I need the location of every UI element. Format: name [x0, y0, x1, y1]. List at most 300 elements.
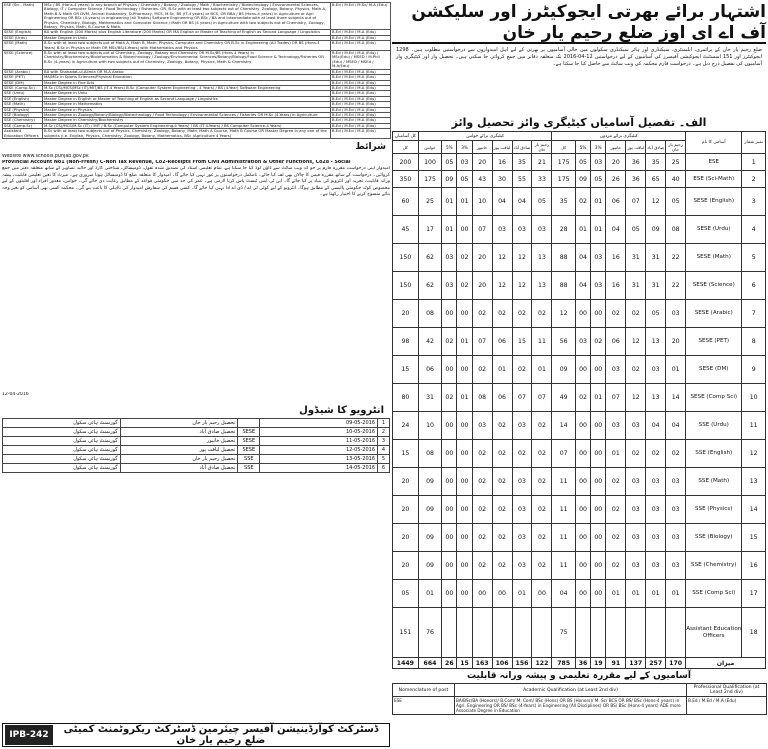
vacancy-total-cell: 36 — [575, 658, 590, 669]
schedule-number: 5 — [378, 454, 390, 463]
vacancy-total-cell: 163 — [472, 658, 492, 669]
vacancy-cell: 31 — [646, 244, 666, 272]
vacancy-cell: 35 — [512, 154, 532, 171]
qualification-academic: Master Degree in Urdu — [43, 35, 331, 40]
vacancy-cell: 03 — [591, 244, 606, 272]
vacancy-cell — [646, 608, 666, 658]
vacancy-cell: 03 — [646, 552, 666, 580]
vacancy-cell: 00 — [575, 468, 590, 496]
conditions-heading: شرائط — [355, 141, 386, 152]
vacancy-cell: 04 — [512, 188, 532, 216]
vacancy-cell: 01 — [606, 580, 626, 608]
qualification-professional: B.Ed / M.Ed / M.A (Edu) — [331, 80, 391, 85]
qualification-post: SSE (English) — [3, 96, 43, 101]
vacancy-cell: 01 — [442, 188, 457, 216]
vacancy-cell: 17 — [418, 216, 441, 244]
vacancy-column-header: لیاقت پور — [492, 141, 512, 154]
schedule-date: 11-05-2016 — [260, 436, 378, 445]
vacancy-cell: 12 — [512, 244, 532, 272]
vacancy-cell: 04 — [575, 244, 590, 272]
vacancy-row — [393, 300, 766, 328]
vacancy-cell: 20 — [393, 552, 419, 580]
vacancy-cell: 07 — [606, 384, 626, 412]
vacancy-cell: 75 — [552, 608, 575, 658]
vacancy-total-cell: 785 — [552, 658, 575, 669]
qualification-professional: B.Ed / M.Ed / M.A (Edu) — [331, 85, 391, 90]
vacancy-cell: 00 — [442, 440, 457, 468]
vacancy-cell: 150 — [393, 272, 419, 300]
vacancy-cell: 01 — [457, 384, 472, 412]
grp-serial: نمبر شمار — [742, 132, 766, 154]
qualification-academic: MA/MSc in Sports Sciences/Physical Education — [43, 75, 331, 80]
schedule-number: 6 — [378, 463, 390, 472]
vacancy-cell: 20 — [666, 328, 686, 356]
vacancy-cell: 00 — [457, 580, 472, 608]
vacancy-cell: 11 — [552, 468, 575, 496]
vacancy-column-header: 5% — [442, 141, 457, 154]
vacancy-cell: 02 — [472, 552, 492, 580]
vacancy-cell: 00 — [457, 524, 472, 552]
grp-post: آسامی کا نام — [686, 132, 742, 154]
vacancy-cell: 56 — [552, 328, 575, 356]
vacancy-cell: 02 — [646, 440, 666, 468]
vacancy-cell: 03 — [666, 300, 686, 328]
qualification-row — [3, 96, 391, 101]
qualification-professional: B.Ed / M.Ed / M.A (Edu) — [331, 118, 391, 123]
vacancy-cell: 40 — [666, 171, 686, 188]
vacancy-cell: 02 — [606, 300, 626, 328]
vacancy-column-header: صادق آباد — [512, 141, 532, 154]
vacancy-cell: 00 — [442, 468, 457, 496]
vacancy-cell: 07 — [552, 440, 575, 468]
vacancy-column-header: خواتین — [418, 141, 441, 154]
qualification-table — [2, 2, 391, 139]
vacancy-cell: 31 — [418, 384, 441, 412]
vacancy-cell: 05 — [532, 188, 552, 216]
qualification-professional: B.Ed / M.Ed / M.A (Edu) — [331, 69, 391, 74]
vacancy-cell: 02 — [492, 468, 512, 496]
qualification-row — [3, 30, 391, 35]
vacancy-cell: 00 — [442, 552, 457, 580]
vacancy-cell: 02 — [626, 440, 646, 468]
vacancy-cell: 76 — [418, 608, 441, 658]
vacancy-serial: 15 — [742, 524, 766, 552]
qualification-professional: B.Ed / M.Ed / M.A (Edu) — [331, 107, 391, 112]
vacancy-serial: 13 — [742, 468, 766, 496]
vacancy-cell: 350 — [393, 171, 419, 188]
vacancy-cell: 00 — [575, 552, 590, 580]
vacancy-cell: 14 — [552, 412, 575, 440]
right-column — [392, 2, 766, 747]
qualification-professional: B.Ed / M.Ed / M.A (Edu) — [331, 75, 391, 80]
schedule-post: تحصیل صادق آباد — [120, 427, 238, 436]
vacancy-cell: 14 — [666, 384, 686, 412]
vacancy-cell: 01 — [606, 440, 626, 468]
vacancy-serial: 1 — [742, 154, 766, 171]
vacancy-cell: 00 — [575, 580, 590, 608]
vacancy-serial: 3 — [742, 188, 766, 216]
vacancy-cell: 00 — [457, 300, 472, 328]
vacancy-cell: 03 — [492, 216, 512, 244]
vacancy-column-header: خانپور — [472, 141, 492, 154]
qualification-professional: B.Ed / M.Ed / M.Sc/ M.A (Edu) — [331, 3, 391, 30]
vacancy-column-header: کل — [552, 141, 575, 154]
qualification-academic: Master Degree in Physics — [43, 107, 331, 112]
vacancy-cell: 03 — [575, 328, 590, 356]
vacancy-cell: 30 — [492, 171, 512, 188]
summary-post: ESE — [393, 697, 455, 715]
qualification-professional: B.Ed / M.Ed / M.A (Edu) — [331, 41, 391, 51]
vacancy-cell: 36 — [626, 171, 646, 188]
vacancy-post-name: ESE (Sci-Math) — [686, 171, 742, 188]
vacancy-cell: 00 — [591, 468, 606, 496]
vacancy-column-header: 3% — [457, 141, 472, 154]
vacancy-row — [393, 468, 766, 496]
qualification-academic: B.Sc with at least two subjects out of Physics, Chemistry, Zoology, Botany, Math, Math A Course, Math B Course OR Master Degree in any one of the subjects (i.e. English, Physics, Chemistry, Zoology, Botany, Mathematics, BSc (Agriculture 4 Years) — [43, 129, 331, 139]
vacancy-cell: 13 — [532, 272, 552, 300]
vacancy-cell: 04 — [575, 272, 590, 300]
vacancy-cell: 00 — [457, 412, 472, 440]
vacancy-serial: 18 — [742, 608, 766, 658]
vacancy-cell: 62 — [418, 244, 441, 272]
vacancy-row — [393, 171, 766, 188]
vacancy-cell: 02 — [606, 496, 626, 524]
vacancy-cell: 07 — [472, 216, 492, 244]
schedule-title: انٹرویو کا شیڈول — [299, 404, 384, 416]
vacancy-cell: 02 — [532, 440, 552, 468]
vacancy-cell — [606, 608, 626, 658]
qualification-academic: M.Sc (CS)/MCS/MSc (IT)/MIT/BS (IT-4 Years) B.Sc (Computer System Engineering - 4 Years) / BS (4-Year) Software Engineering — [43, 85, 331, 90]
vacancy-cell: 00 — [457, 216, 472, 244]
vacancy-serial: 8 — [742, 328, 766, 356]
vacancy-column-header: رحیم یار خان — [532, 141, 552, 154]
schedule-post: تحصیل لیاقت پور — [120, 445, 238, 454]
qualification-post: SESE (DM) — [3, 80, 43, 85]
vacancy-cell: 03 — [646, 468, 666, 496]
schedule-row — [3, 463, 390, 472]
summary-header-post: Nomenclature of post — [393, 684, 455, 697]
schedule-post: تحصیل رحیم یار خان — [120, 454, 238, 463]
vacancy-post-name: SSE (Urdu) — [686, 412, 742, 440]
qualification-post: SESE (PET) — [3, 75, 43, 80]
grp-female: کیٹیگری برائے خواتین — [418, 132, 552, 141]
schedule-place: گورنمنٹ ہائی سکول — [3, 436, 121, 445]
schedule-table — [2, 418, 390, 473]
vacancy-cell: 12 — [626, 328, 646, 356]
vacancy-cell: 03 — [646, 356, 666, 384]
vacancy-serial: 12 — [742, 440, 766, 468]
vacancy-cell: 01 — [442, 216, 457, 244]
vacancy-cell: 01 — [591, 384, 606, 412]
vacancy-cell: 09 — [418, 552, 441, 580]
vacancy-cell: 03 — [666, 496, 686, 524]
schedule-post: تحصیل خانپور — [120, 436, 238, 445]
vacancy-cell: 05 — [575, 154, 590, 171]
vacancy-serial: 11 — [742, 412, 766, 440]
vacancy-cell: 02 — [472, 356, 492, 384]
vacancy-total-cell: 170 — [666, 658, 686, 669]
vacancy-cell: 11 — [552, 496, 575, 524]
vacancy-cell: 03 — [591, 154, 606, 171]
vacancy-cell: 02 — [472, 496, 492, 524]
schedule-place: گورنمنٹ ہائی سکول — [3, 427, 121, 436]
vacancy-cell: 02 — [472, 440, 492, 468]
schedule-tag: SSE — [238, 454, 260, 463]
vacancy-serial: 14 — [742, 496, 766, 524]
vacancy-cell: 05 — [393, 580, 419, 608]
vacancy-cell: 02 — [512, 356, 532, 384]
vacancy-post-name: SSE (Comp Sci) — [686, 580, 742, 608]
vacancy-post-name: ESE — [686, 154, 742, 171]
qualification-row — [3, 41, 391, 51]
vacancy-cell: 02 — [575, 384, 590, 412]
vacancy-cell: 20 — [393, 300, 419, 328]
vacancy-cell: 01 — [457, 328, 472, 356]
schedule-date: 12-05-2016 — [260, 445, 378, 454]
summary-header-professional: Professional Qualification (at Least 2nd div) — [687, 684, 767, 697]
vacancy-cell: 02 — [532, 412, 552, 440]
vacancy-post-name: SESE (PET) — [686, 328, 742, 356]
vacancy-cell: 02 — [532, 524, 552, 552]
vacancy-cell: 175 — [552, 154, 575, 171]
vacancy-total-cell: 15 — [457, 658, 472, 669]
qualification-post: SSE (Urdu) — [3, 91, 43, 96]
vacancy-cell: 03 — [606, 412, 626, 440]
qualification-row — [3, 129, 391, 139]
qualification-academic: BA with Shahadat-ul-Alimia OR M.A Arabic — [43, 69, 331, 74]
vacancy-cell: 02 — [532, 552, 552, 580]
vacancy-cell: 00 — [575, 524, 590, 552]
vacancy-cell: 09 — [575, 171, 590, 188]
vacancy-cell: 60 — [393, 188, 419, 216]
vacancy-row — [393, 244, 766, 272]
vacancy-cell: 11 — [552, 524, 575, 552]
qualification-academic: BA with English (200 Marks) plus English Literature (200 Marks) OR MA English or Master of Teaching of English as Second Language / Linguistics — [43, 30, 331, 35]
qualification-academic: Master Degree in English or Master of Teaching of English as Second Language / Linguistics — [43, 96, 331, 101]
vacancy-cell: 02 — [492, 552, 512, 580]
vacancy-cell — [532, 608, 552, 658]
qualification-post: SSE (Biology) — [3, 112, 43, 117]
vacancy-cell: 02 — [512, 300, 532, 328]
vacancy-total-row — [393, 658, 766, 669]
vacancy-cell: 07 — [626, 188, 646, 216]
vacancy-cell: 01 — [666, 580, 686, 608]
qualification-professional: B.Ed / M.Ed / M.A (Edu) — [331, 112, 391, 117]
vacancy-cell: 06 — [492, 384, 512, 412]
vacancy-cell: 20 — [393, 496, 419, 524]
vacancy-cell: 09 — [442, 171, 457, 188]
vacancy-cell: 13 — [646, 384, 666, 412]
vacancy-cell: 00 — [442, 356, 457, 384]
vacancy-cell: 01 — [457, 188, 472, 216]
vacancy-cell: 03 — [457, 154, 472, 171]
vacancy-cell: 11 — [532, 328, 552, 356]
vacancy-cell: 12 — [492, 244, 512, 272]
vacancy-cell: 02 — [532, 496, 552, 524]
vacancy-serial: 10 — [742, 384, 766, 412]
vacancy-column-header: رحیم یار خان — [666, 141, 686, 154]
qualification-post: SSE (Chemistry) — [3, 118, 43, 123]
vacancy-cell: 02 — [492, 496, 512, 524]
schedule-date: 09-05-2016 — [260, 418, 378, 427]
vacancy-cell: 00 — [457, 440, 472, 468]
vacancy-cell: 07 — [532, 384, 552, 412]
vacancy-cell: 08 — [666, 216, 686, 244]
vacancy-cell: 12 — [492, 272, 512, 300]
qualification-row — [3, 112, 391, 117]
vacancy-cell: 12 — [552, 300, 575, 328]
vacancy-serial: 2 — [742, 171, 766, 188]
vacancy-column-header: 5% — [575, 141, 590, 154]
vacancy-cell: 00 — [457, 356, 472, 384]
left-column — [2, 2, 390, 747]
schedule-date: 13-05-2016 — [260, 454, 378, 463]
vacancy-cell: 20 — [472, 154, 492, 171]
vacancy-post-name: SSE (Math) — [686, 468, 742, 496]
vacancy-cell: 02 — [472, 300, 492, 328]
qualification-post: SESE (Urdu) — [3, 35, 43, 40]
vacancy-cell: 01 — [492, 356, 512, 384]
qualification-row — [3, 51, 391, 70]
vacancy-cell: 00 — [442, 524, 457, 552]
qualification-post: SESE (Comp-Sc) — [3, 85, 43, 90]
vacancy-serial: 7 — [742, 300, 766, 328]
title-box — [392, 2, 766, 44]
vacancy-cell: 06 — [492, 328, 512, 356]
vacancy-post-name: SESE (Science) — [686, 272, 742, 300]
vacancy-cell: 151 — [393, 608, 419, 658]
vacancy-cell: 05 — [666, 188, 686, 216]
vacancy-post-name: SESE (Urdu) — [686, 216, 742, 244]
vacancy-cell: 00 — [591, 524, 606, 552]
vacancy-cell: 02 — [442, 328, 457, 356]
intro-text: ضلع رحیم یار خان کے پرائمری، ایلیمنٹری، سیکنڈری اور ہائر سیکنڈری سکولوں میں خالی آسامیوں پر بھرتی کے لیے اہل امیدواروں سے درخواستیں مطلوب ہیں۔ 1298 ایجوکیٹرز اور 151 اسسٹنٹ ایجوکیشن آفیسرز کی آسامیوں کے لیے درخواستیں 12-04-2016 تک متعلقہ دفاتر میں جمع کروائی جا سکتی ہیں۔ تحصیل وار اور کیٹیگری وار آسامیوں کی تفصیل درج ذیل ہے۔ درخواست فارم محکمہ کی ویب سائٹ سے حاصل کیا جا سکتا ہے۔ — [396, 47, 762, 68]
vacancy-cell: 80 — [393, 384, 419, 412]
vacancy-cell: 04 — [492, 188, 512, 216]
vacancy-cell — [626, 608, 646, 658]
vacancy-cell: 31 — [646, 272, 666, 300]
summary-academic: BA/BSc/BA (Honors)/ B.Com/ M. Com/ BSc (Hons) OR BS (Honors)/ M. Sc/ BCS OR BS/ BSc (Hons-4 years) in Agri. Engineering OR BS/ BSc (4-Years) in Engineering (All Disciplines) OR BS/ BSc (Hons-4 years) ADE more Associate Degree in Education — [455, 697, 687, 715]
qualification-row — [3, 123, 391, 128]
vacancy-cell: 08 — [472, 384, 492, 412]
vacancy-total-cell: 106 — [492, 658, 512, 669]
vacancy-total-cell: 156 — [512, 658, 532, 669]
vacancy-cell: 02 — [575, 188, 590, 216]
vacancy-cell: 09 — [418, 524, 441, 552]
qualification-post: Assistant Education Officers — [3, 129, 43, 139]
vacancy-column-header: لیاقت پور — [626, 141, 646, 154]
vacancy-cell: 16 — [606, 272, 626, 300]
qualification-academic: M.Sc (CS)/MCS/M.Sc (IT) / MIT / B.Sc (Computer System Engineering-4 Years) / BS (IT 4-Years) / BS Computer Science-4 Years) — [43, 123, 331, 128]
vacancy-cell: 09 — [418, 496, 441, 524]
vacancy-cell — [575, 608, 590, 658]
vacancy-row — [393, 608, 766, 658]
schedule-tag: SSE — [238, 463, 260, 472]
schedule-place: گورنمنٹ ہائی سکول — [3, 463, 121, 472]
vacancy-cell: 24 — [393, 412, 419, 440]
qualification-post: SSE (Physics) — [3, 107, 43, 112]
qualification-academic: MSc / BS (Hons-4 years) in any branch of Physics / Chemistry / Botany / Zoology / Math / Biochemistry / Biotechnology / Environmental Sciences, Biology, IT / Computer Science / Food Technology / Fisheries. OR, B.Sc with at least two subjects out of Chemistry, Zoology, Botany, Physics, Math-A, Math-B & Math OR DVM, Animal Husbandry, D-Pharmacy, MCS, M.Sc, BS (IT-4 years) or BCS, OR BBA / BS (Hons-4 years) in Agriculture or Agri Engineering OR BSc (4-years) in engineering (all Trades) Software Engineering OR BSc / BA and Intermediate with at least three subjects out of Physics, Chemistry, Biology, Mathematics and Computer Science / Math OR BS (4 years) in Agriculture with two subjects out of Chemistry, Zoology, Botany, Physics, Math, B.Course & Math. — [43, 3, 331, 30]
vacancy-cell: 00 — [457, 496, 472, 524]
vacancy-cell: 05 — [646, 300, 666, 328]
vacancy-cell: 03 — [666, 524, 686, 552]
qualification-academic: B.Sc with at least two subjects out of Math A, Math B, Math, Physics, Computer and Chemistry OR B.Sc in Engineering (All Trades) OR BS (Hons-4 Years) B.Sc in Physics or Math OR MSc/BS(4-Years) with Mathematics and Physics — [43, 41, 331, 51]
vacancy-row — [393, 524, 766, 552]
conditions-text: امیدوار اپنی درخواست مقررہ فارم پر جو کہ ویب سائٹ سے ڈاؤن لوڈ کیا جا سکتا ہے، تمام تعلیمی اسناد کی تصدیق شدہ نقول، ڈومیسائل، شناختی کارڈ اور حالیہ تصاویر کے ساتھ متعلقہ دفتر میں جمع کروائیں۔ درخواست کے ساتھ مقررہ فیس کا چالان بھی لف کیا جائے۔ نامکمل درخواستوں پر غور نہیں کیا جائے گا۔ امیدوار کا متعلقہ ضلع کا ڈومیسائل ہونا ضروری ہے۔ میرٹ کا تعین تعلیمی قابلیت، پیشہ ورانہ قابلیت، تجربہ اور انٹرویو کی بنیاد پر کیا جائے گا۔ این ٹی ایس ٹیسٹ پاس کرنا لازمی ہے۔ عمر کی حد میں حکومتی قواعد کے مطابق رعایت دی جائے گی۔ خواتین، معذور افراد اور اقلیتوں کے لیے مخصوص کوٹہ حکومتی پالیسی کے مطابق ہوگا۔ انٹرویو کے لیے کوئی ٹی اے / ڈی اے ادا نہیں کیا جائے گا۔ کسی قسم کی سفارش امیدوار کی نااہلی کا باعث بنے گی۔ محکمہ کسی بھی آسامی کو بغیر وجہ بتائے منسوخ کرنے کا اختیار رکھتا ہے۔ — [2, 165, 390, 198]
vacancy-cell: 25 — [666, 154, 686, 171]
qualification-professional: B.Ed / M.Ed / M.A (Edu) — [331, 123, 391, 128]
vacancy-cell: 03 — [532, 216, 552, 244]
vacancy-post-name: SESE (DM) — [686, 356, 742, 384]
vacancy-cell: 15 — [393, 440, 419, 468]
vacancy-cell: 10 — [418, 412, 441, 440]
vacancy-total-cell: 91 — [606, 658, 626, 669]
vacancy-cell: 00 — [575, 300, 590, 328]
qualification-summary-table — [392, 683, 767, 715]
vacancy-cell: 02 — [606, 524, 626, 552]
vacancy-cell: 03 — [646, 524, 666, 552]
website-line: Website www.schools.punjab.gov.pk — [2, 153, 89, 159]
qualification-professional: B.Ed / M.Ed / M.A (Edu) — [331, 129, 391, 139]
vacancy-cell: 175 — [552, 171, 575, 188]
vacancy-row — [393, 328, 766, 356]
qualification-academic: Master Degree in Chemistry/Biochemistry — [43, 118, 331, 123]
schedule-tag — [238, 418, 260, 427]
vacancy-total-cell: 19 — [591, 658, 606, 669]
vacancy-total-cell: 1449 — [393, 658, 419, 669]
vacancy-post-name: SSE (Biology) — [686, 524, 742, 552]
vacancy-cell — [472, 608, 492, 658]
vacancy-cell: 04 — [552, 580, 575, 608]
vacancy-cell: 03 — [472, 412, 492, 440]
vacancy-serial: 9 — [742, 356, 766, 384]
vacancy-column-header: خانپور — [606, 141, 626, 154]
vacancy-cell: 02 — [442, 384, 457, 412]
vacancy-cell: 16 — [606, 244, 626, 272]
vacancy-cell: 01 — [512, 580, 532, 608]
vacancy-post-name: Assistant Education Officers — [686, 608, 742, 658]
grp-male: کیٹیگری برائے مردوں — [552, 132, 686, 141]
vacancy-cell: 42 — [418, 328, 441, 356]
vacancy-cell: 02 — [591, 328, 606, 356]
vacancy-row — [393, 580, 766, 608]
schedule-date: 10-05-2016 — [260, 427, 378, 436]
conditions-date: 12-04-2016 — [2, 391, 29, 397]
vacancy-cell: 00 — [591, 440, 606, 468]
vacancy-cell: 06 — [606, 188, 626, 216]
vacancy-cell: 150 — [393, 244, 419, 272]
vacancy-cell: 15 — [393, 356, 419, 384]
vacancy-cell: 02 — [606, 468, 626, 496]
vacancy-cell: 00 — [457, 468, 472, 496]
vacancy-cell: 03 — [626, 496, 646, 524]
vacancy-row — [393, 440, 766, 468]
schedule-tag: SESE — [238, 427, 260, 436]
vacancy-serial: 6 — [742, 272, 766, 300]
summary-header-academic: Academic Qualification (at Least 2nd div) — [455, 684, 687, 697]
vacancy-cell: 00 — [575, 440, 590, 468]
vacancy-cell: 02 — [457, 272, 472, 300]
vacancy-cell: 100 — [418, 154, 441, 171]
vacancy-cell: 02 — [492, 440, 512, 468]
vacancy-cell: 31 — [626, 244, 646, 272]
vacancy-cell: 28 — [552, 216, 575, 244]
schedule-row — [3, 418, 390, 427]
vacancy-row — [393, 384, 766, 412]
vacancy-cell: 03 — [666, 468, 686, 496]
vacancy-cell: 12 — [626, 384, 646, 412]
vacancy-cell: 00 — [575, 412, 590, 440]
